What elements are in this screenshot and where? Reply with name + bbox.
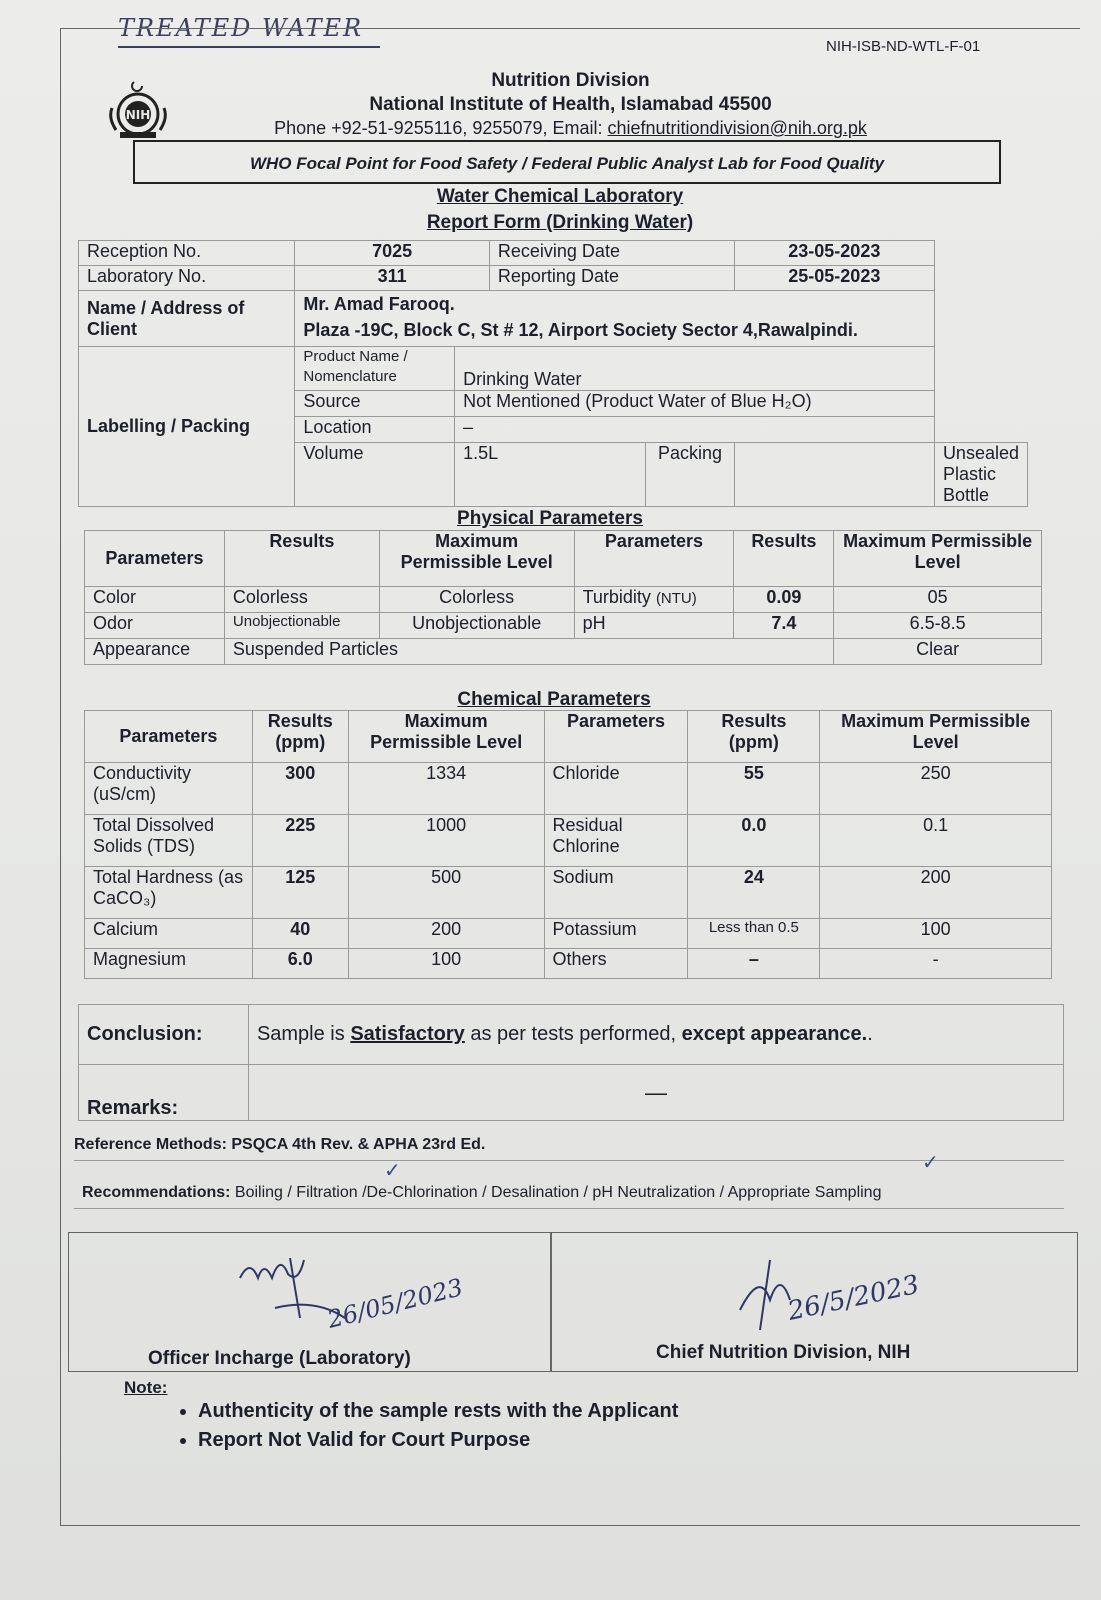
product-label: Product Name / Nomenclature bbox=[295, 347, 455, 391]
list-item: • Report Not Valid for Court Purpose bbox=[198, 1429, 678, 1452]
chemical-result: 40 bbox=[252, 919, 348, 949]
chemical-result-2: Less than 0.5 bbox=[688, 919, 820, 949]
physical-header-mpl-2: Maximum Permissible Level bbox=[834, 531, 1042, 587]
chemical-title: Chemical Parameters bbox=[457, 689, 651, 710]
chemical-table bbox=[84, 710, 1052, 979]
chemical-param: Magnesium bbox=[85, 949, 253, 979]
chemical-mpl-2: 0.1 bbox=[820, 815, 1052, 867]
chief-signature-icon bbox=[730, 1240, 970, 1340]
check-mark-icon: ✓ bbox=[384, 1160, 401, 1182]
institute-name: National Institute of Health, Islamabad 45500 bbox=[369, 94, 772, 115]
physical-param-2: Turbidity (NTU) bbox=[574, 587, 734, 613]
physical-result-2: 7.4 bbox=[734, 613, 834, 639]
table-row bbox=[85, 867, 1052, 919]
chemical-result-2: 55 bbox=[688, 763, 820, 815]
source-label: Source bbox=[295, 391, 455, 417]
receiving-label: Receiving Date bbox=[489, 241, 734, 266]
reception-label: Reception No. bbox=[79, 241, 295, 266]
physical-param: Odor bbox=[85, 613, 225, 639]
contact-prefix: Phone +92-51-9255116, 9255079, Email: bbox=[274, 118, 608, 138]
who-banner: WHO Focal Point for Food Safety / Federal Public Analyst Lab for Food Quality bbox=[133, 140, 1001, 184]
chief-label: Chief Nutrition Division, NIH bbox=[656, 1342, 911, 1363]
remarks-value: — bbox=[248, 1065, 1063, 1121]
physical-mpl: Colorless bbox=[379, 587, 574, 613]
chemical-result-2: 0.0 bbox=[688, 815, 820, 867]
chemical-mpl: 500 bbox=[348, 867, 544, 919]
chemical-mpl: 100 bbox=[348, 949, 544, 979]
physical-header-results-2: Results bbox=[734, 531, 834, 587]
physical-mpl-2: 05 bbox=[834, 587, 1042, 613]
volume-label: Volume bbox=[295, 443, 455, 507]
chemical-mpl-2: 200 bbox=[820, 867, 1052, 919]
contact-email: chiefnutritiondivision@nih.org.pk bbox=[607, 118, 867, 138]
conclusion-text: Sample is Satisfactory as per tests performed, except appearance.. bbox=[248, 1005, 1063, 1065]
physical-table bbox=[84, 530, 1042, 665]
lab-name: Water Chemical Laboratory bbox=[436, 186, 684, 207]
chemical-mpl-2: - bbox=[820, 949, 1052, 979]
chemical-param-2: Chloride bbox=[544, 763, 688, 815]
packing-value: Unsealed Plastic Bottle bbox=[934, 443, 1027, 507]
physical-header-parameters-2: Parameters bbox=[574, 531, 734, 587]
conclusion-table bbox=[78, 1004, 1064, 1121]
chemical-result: 225 bbox=[252, 815, 348, 867]
form-name: Report Form (Drinking Water) bbox=[426, 212, 694, 233]
form-code: NIH-ISB-ND-WTL-F-01 bbox=[826, 38, 981, 55]
table-row bbox=[85, 763, 1052, 815]
labelling-label: Labelling / Packing bbox=[79, 347, 295, 507]
client-address: Plaza -19C, Block C, St # 12, Airport Society Sector 4,Rawalpindi. bbox=[303, 320, 858, 340]
physical-param: Appearance bbox=[85, 639, 225, 665]
conclusion-status: Satisfactory bbox=[350, 1023, 465, 1045]
physical-header-results: Results bbox=[224, 531, 379, 587]
chemical-header-parameters-2: Parameters bbox=[544, 711, 688, 763]
physical-result: Unobjectionable bbox=[224, 613, 379, 639]
chemical-result-2: – bbox=[688, 949, 820, 979]
chemical-param-2: Sodium bbox=[544, 867, 688, 919]
chemical-mpl: 200 bbox=[348, 919, 544, 949]
table-row bbox=[85, 639, 1042, 665]
svg-text:26/5/2023: 26/5/2023 bbox=[785, 1269, 922, 1327]
table-row bbox=[85, 949, 1052, 979]
table-row bbox=[85, 919, 1052, 949]
physical-result: Colorless bbox=[224, 587, 379, 613]
location-value: – bbox=[455, 417, 935, 443]
chemical-mpl-2: 100 bbox=[820, 919, 1052, 949]
chemical-param: Total Dissolved Solids (TDS) bbox=[85, 815, 253, 867]
laboratory-label: Laboratory No. bbox=[79, 266, 295, 291]
conclusion-exception: except appearance. bbox=[681, 1023, 868, 1045]
turbidity-unit: (NTU) bbox=[655, 590, 697, 607]
physical-result-2: 0.09 bbox=[734, 587, 834, 613]
physical-mpl-2: Clear bbox=[834, 639, 1042, 665]
reporting-date: 25-05-2023 bbox=[734, 266, 934, 291]
conclusion-label: Conclusion: bbox=[79, 1005, 249, 1065]
receiving-date: 23-05-2023 bbox=[734, 241, 934, 266]
chemical-result: 125 bbox=[252, 867, 348, 919]
reception-number: 7025 bbox=[295, 241, 489, 266]
physical-title: Physical Parameters bbox=[457, 508, 643, 529]
chemical-param-2: Potassium bbox=[544, 919, 688, 949]
table-row bbox=[85, 815, 1052, 867]
chemical-mpl-2: 250 bbox=[820, 763, 1052, 815]
table-row bbox=[85, 613, 1042, 639]
chemical-result: 6.0 bbox=[252, 949, 348, 979]
svg-text:26/05/2023: 26/05/2023 bbox=[324, 1273, 466, 1334]
physical-result: Suspended Particles bbox=[224, 639, 833, 665]
division-name: Nutrition Division bbox=[491, 70, 650, 91]
officer-signature-icon bbox=[230, 1238, 510, 1358]
chemical-header-mpl: Maximum Permissible Level bbox=[348, 711, 544, 763]
chemical-result-2: 24 bbox=[688, 867, 820, 919]
client-name: Mr. Amad Farooq. bbox=[303, 294, 455, 314]
chemical-header-parameters: Parameters bbox=[85, 711, 253, 763]
contact-line bbox=[20, 118, 1101, 139]
reporting-label: Reporting Date bbox=[489, 266, 734, 291]
client-details bbox=[295, 291, 935, 347]
handwritten-title: TREATED WATER bbox=[118, 14, 364, 42]
officer-incharge-label: Officer Incharge (Laboratory) bbox=[148, 1348, 411, 1369]
note-label: Note: bbox=[124, 1378, 168, 1397]
chemical-param-2: Residual Chlorine bbox=[544, 815, 688, 867]
packing-label: Packing bbox=[646, 443, 734, 507]
note-list bbox=[170, 1400, 678, 1458]
physical-mpl-2: 6.5-8.5 bbox=[834, 613, 1042, 639]
list-item: • Authenticity of the sample rests with the Applicant bbox=[198, 1400, 678, 1423]
chemical-mpl: 1000 bbox=[348, 815, 544, 867]
recommendations: Recommendations: Boiling / Filtration /De-Chlorination / Desalination / pH Neutralization / Appropriate Sampling bbox=[82, 1184, 882, 1201]
chemical-mpl: 1334 bbox=[348, 763, 544, 815]
physical-param: Color bbox=[85, 587, 225, 613]
physical-param-2: pH bbox=[574, 613, 734, 639]
remarks-label: Remarks: bbox=[79, 1065, 249, 1121]
physical-mpl: Unobjectionable bbox=[379, 613, 574, 639]
table-row bbox=[85, 587, 1042, 613]
location-label: Location bbox=[295, 417, 455, 443]
source-value: Not Mentioned (Product Water of Blue H₂O) bbox=[455, 391, 935, 417]
laboratory-number: 311 bbox=[295, 266, 489, 291]
chemical-header-mpl-2: Maximum Permissible Level bbox=[820, 711, 1052, 763]
product-value: Drinking Water bbox=[455, 347, 935, 391]
svg-text:NIH: NIH bbox=[125, 108, 151, 122]
chemical-header-results-2: Results (ppm) bbox=[688, 711, 820, 763]
chemical-param: Total Hardness (as CaCO₃) bbox=[85, 867, 253, 919]
physical-header-parameters: Parameters bbox=[85, 531, 225, 587]
chemical-param: Calcium bbox=[85, 919, 253, 949]
volume-value: 1.5L bbox=[455, 443, 646, 507]
physical-header-mpl: Maximum Permissible Level bbox=[379, 531, 574, 587]
check-mark-icon: ✓ bbox=[922, 1152, 939, 1174]
chemical-param-2: Others bbox=[544, 949, 688, 979]
chemical-param: Conductivity (uS/cm) bbox=[85, 763, 253, 815]
chemical-result: 300 bbox=[252, 763, 348, 815]
client-label: Name / Address of Client bbox=[79, 291, 295, 347]
reference-methods: Reference Methods: PSQCA 4th Rev. & APHA 23rd Ed. bbox=[74, 1136, 486, 1153]
chemical-header-results: Results (ppm) bbox=[252, 711, 348, 763]
info-table bbox=[78, 240, 1028, 507]
